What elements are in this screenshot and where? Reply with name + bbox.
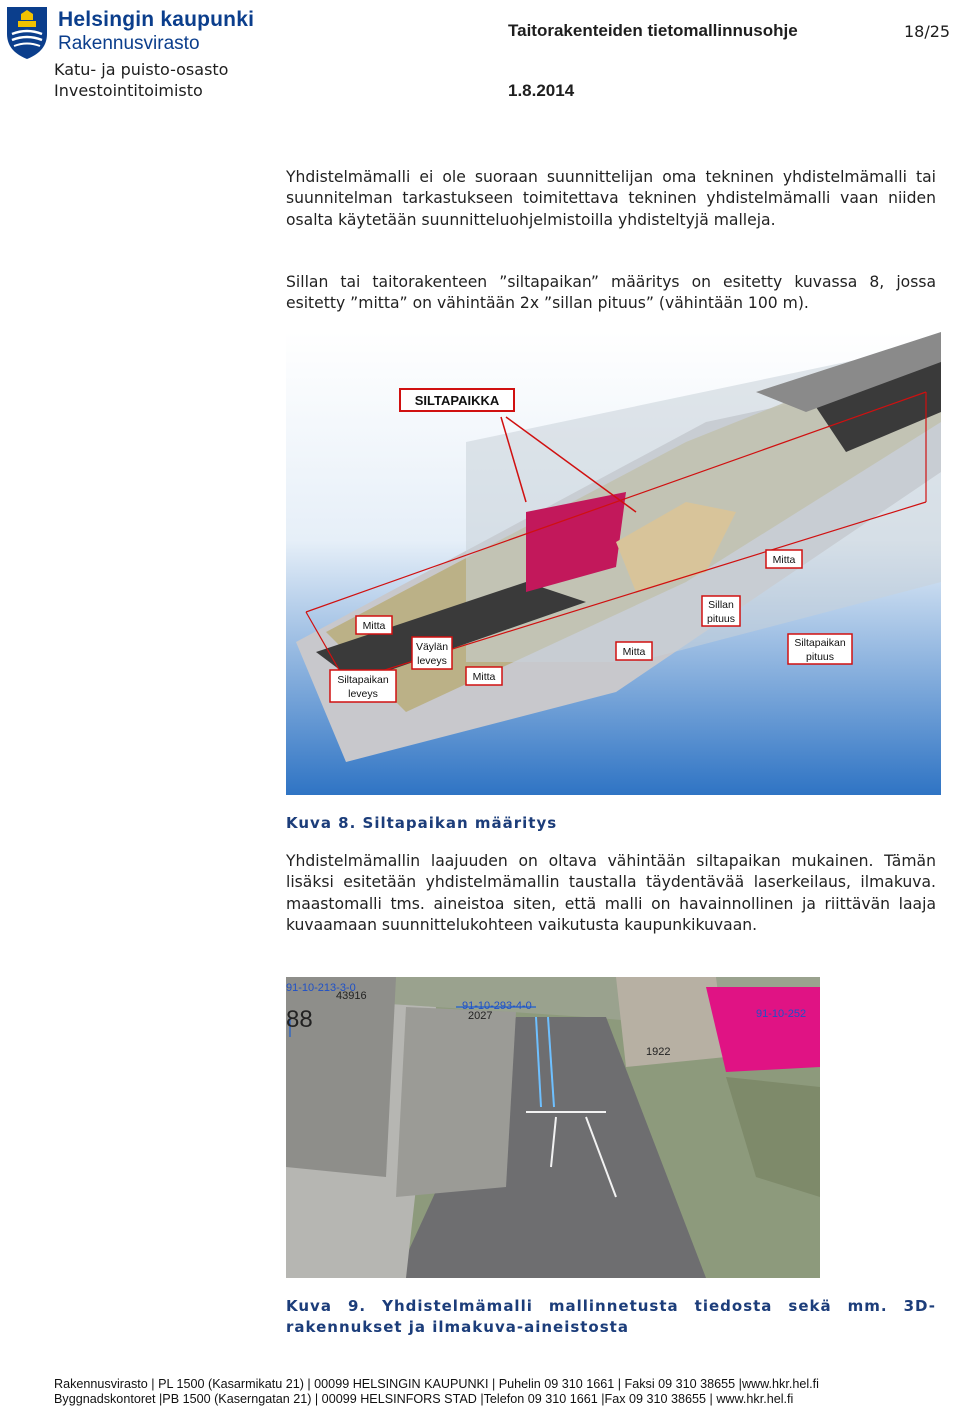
city-name: Helsingin kaupunki (58, 8, 255, 31)
figure-8-caption: Kuva 8. Siltapaikan määritys (286, 814, 558, 832)
label-siltapaikan-pituus (788, 634, 852, 664)
footer-line-swedish: Byggnadskontoret |PB 1500 (Kaserngatan 21) | 00099 HELSINFORS STAD |Telefon 09 310 1661 |Fax 09 310 38655 | www.hkr.hel.fi (54, 1392, 794, 1406)
label-mitta-top (766, 550, 802, 568)
label-mitta-center (616, 642, 652, 660)
paragraph-2: Sillan tai taitorakenteen ”siltapaikan” määritys on esitetty kuvassa 8, jossa esitetty ”mitta” on vähintään 2x ”sillan pituus” (vähintään 100 m). (286, 273, 936, 313)
label-sillan-pituus (702, 596, 740, 626)
svg-text:Mitta: Mitta (622, 646, 646, 658)
svg-text:Mitta: Mitta (772, 554, 796, 566)
svg-text:Mitta: Mitta (362, 620, 386, 632)
label-siltapaikka (400, 389, 514, 411)
svg-text:91-10-252: 91-10-252 (756, 1008, 807, 1020)
label-vaylan-leveys (412, 637, 452, 669)
svg-text:Siltapaikan: Siltapaikan (794, 637, 846, 649)
label-mitta-bottom (466, 667, 502, 685)
paragraph-3: Yhdistelmämallin laajuuden on oltava vähintään siltapaikan mukainen. Tämän lisäksi esitetään yhdistelmämallin taustalla täydentävää laserkeilaus, ilmakuva. maastomalli tms. aineistoa siten, että malli on havainnollinen ja riittävän laaja kuvaamaan suunnittelukohteen vaikutusta kaupunkikuvaan. (286, 852, 936, 935)
paragraph-1: Yhdistelmämalli ei ole suoraan suunnittelijan oma tekninen yhdistelmämalli tai suunnitelman tarkastukseen toimitettava tekninen yhdistelmämalli vaan niiden osalta käytetään suunnitteluohjelmistoilla yhdisteltyjä malleja. (286, 168, 936, 229)
svg-text:leveys: leveys (417, 655, 447, 667)
svg-text:Sillan: Sillan (708, 599, 734, 611)
helsinki-crest-logo (4, 4, 50, 60)
svg-text:2027: 2027 (468, 1010, 493, 1022)
svg-text:Mitta: Mitta (472, 671, 496, 683)
figure-9-caption: Kuva 9. Yhdistelmämalli mallinnetusta tiedosta sekä mm. 3D-rakennukset ja ilmakuva-aineistosta (286, 1297, 936, 1336)
unit-name: Katu- ja puisto-osasto (54, 60, 229, 79)
footer-line-finnish: Rakennusvirasto | PL 1500 (Kasarmikatu 21) | 00099 HELSINGIN KAUPUNKI | Puhelin 09 310 1661 | Faksi 09 310 38655 |www.hkr.hel.fi (54, 1377, 819, 1391)
svg-text:Siltapaikan: Siltapaikan (337, 674, 389, 686)
svg-text:88: 88 (286, 1006, 313, 1033)
page-number: 18/25 (904, 22, 951, 41)
svg-text:1922: 1922 (646, 1046, 671, 1058)
svg-text:91-10-213-3-0: 91-10-213-3-0 (286, 982, 356, 994)
svg-text:SILTAPAIKKA: SILTAPAIKKA (414, 393, 500, 408)
bridge-site-figure (286, 332, 941, 795)
svg-text:pituus: pituus (805, 651, 835, 663)
svg-text:pituus: pituus (706, 613, 736, 625)
label-mitta-left (356, 616, 392, 634)
office-name: Investointitoimisto (54, 81, 203, 100)
department-name: Rakennusvirasto (58, 33, 200, 54)
svg-text:leveys: leveys (348, 688, 378, 700)
svg-text:Väylän: Väylän (415, 641, 449, 653)
document-date: 1.8.2014 (508, 81, 575, 100)
svg-text:43916: 43916 (336, 990, 367, 1002)
svg-text:91-10-293-4-0: 91-10-293-4-0 (462, 1000, 532, 1012)
document-title: Taitorakenteiden tietomallinnusohje (508, 21, 798, 40)
label-siltapaikan-leveys (330, 670, 396, 702)
combined-model-figure (286, 977, 820, 1278)
